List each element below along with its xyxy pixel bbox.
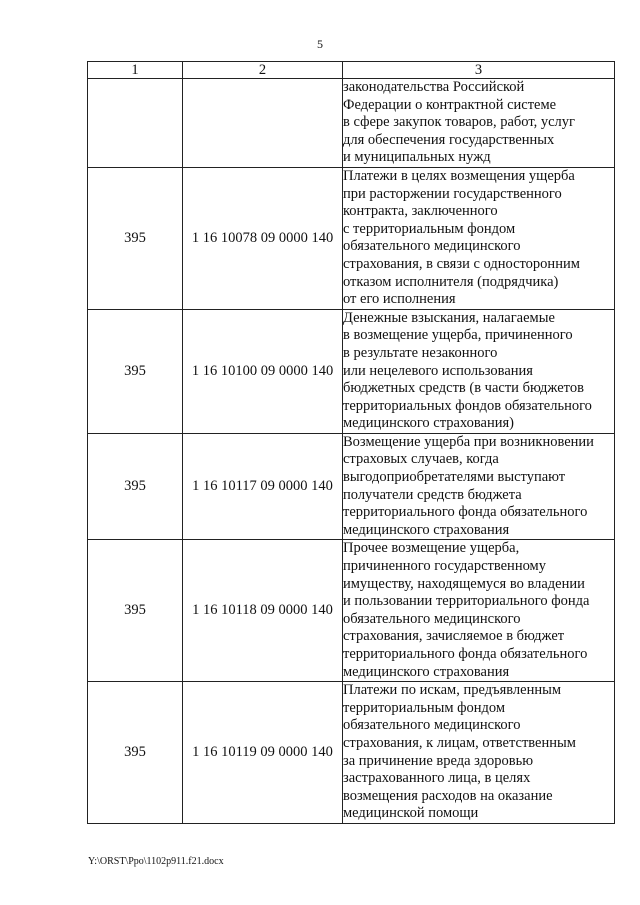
table-row (88, 682, 615, 824)
description-line: возмещения расходов на оказание (343, 787, 553, 804)
description-cell (343, 682, 615, 824)
description-line: за причинение вреда здоровью (343, 752, 534, 769)
description-line: территориальных фондов обязательного (343, 397, 592, 414)
description-line: контракта, заключенного (343, 203, 498, 220)
description-line: или нецелевого использования (343, 362, 533, 379)
description-line: медицинской помощи (343, 805, 479, 822)
kbk-code-cell: 1 16 10078 09 0000 140 (183, 167, 343, 309)
description-line: при расторжении государственного (343, 185, 562, 202)
description-line: отказом исполнителя (подрядчика) (343, 273, 559, 290)
description-line: медицинского страхования (343, 663, 510, 680)
admin-code-cell: 395 (88, 167, 183, 309)
description-line: страхования, к лицам, ответственным (343, 734, 576, 751)
admin-code-cell: 395 (88, 433, 183, 540)
kbk-code-cell: 1 16 10100 09 0000 140 (183, 309, 343, 433)
admin-code-cell: 395 (88, 682, 183, 824)
column-header-3: 3 (343, 62, 615, 79)
description-line: Возмещение ущерба при возникновении (343, 433, 594, 450)
description-line: застрахованного лица, в целях (343, 770, 531, 787)
table-row (88, 540, 615, 682)
description-line: выгодоприобретателями выступают (343, 469, 566, 486)
table-row (88, 167, 615, 309)
description-line: причиненного государственному (343, 558, 546, 575)
description-line: территориального фонда обязательного (343, 504, 588, 521)
description-cell (343, 540, 615, 682)
description-line: медицинского страхования (343, 521, 510, 538)
admin-code-cell: 395 (88, 540, 183, 682)
admin-code-cell (88, 79, 183, 168)
kbk-code-cell: 1 16 10119 09 0000 140 (183, 682, 343, 824)
table-row (88, 433, 615, 540)
description-cell (343, 79, 615, 168)
description-line: и пользовании территориального фонда (343, 593, 590, 610)
description-line: страхования, в связи с односторонним (343, 255, 580, 272)
description-cell (343, 433, 615, 540)
kbk-code-cell (183, 79, 343, 168)
description-line: обязательного медицинского (343, 717, 521, 734)
table-header-row (88, 62, 615, 79)
kbk-code-cell: 1 16 10117 09 0000 140 (183, 433, 343, 540)
description-line: страховых случаев, когда (343, 451, 499, 468)
column-header-2: 2 (183, 62, 343, 79)
description-line: имуществу, находящемуся во владении (343, 575, 585, 592)
description-line: страхования, зачисляемое в бюджет (343, 628, 565, 645)
description-line: в результате незаконного (343, 344, 498, 361)
description-line: медицинского страхования) (343, 415, 514, 432)
footer-file-path: Y:\ORST\Ppo\1102p911.f21.docx (88, 856, 224, 867)
description-line: обязательного медицинского (343, 238, 521, 255)
description-line: получатели средств бюджета (343, 486, 522, 503)
description-line: законодательства Российской (343, 79, 525, 95)
description-line: Платежи по искам, предъявленным (343, 682, 562, 699)
table-row (88, 309, 615, 433)
description-line: Прочее возмещение ущерба, (343, 540, 520, 557)
table-row (88, 79, 615, 168)
description-line: Платежи в целях возмещения ущерба (343, 167, 575, 184)
description-line: для обеспечения государственных (343, 131, 555, 148)
description-cell (343, 167, 615, 309)
description-cell (343, 309, 615, 433)
description-line: бюджетных средств (в части бюджетов (343, 380, 584, 397)
description-line: от его исполнения (343, 291, 456, 308)
admin-code-cell: 395 (88, 309, 183, 433)
description-line: территориального фонда обязательного (343, 646, 588, 662)
description-line: с территориальным фондом (343, 220, 516, 237)
description-line: обязательного медицинского (343, 610, 521, 627)
budget-codes-table (87, 61, 615, 824)
column-header-1: 1 (88, 62, 183, 79)
description-line: территориальным фондом (343, 699, 506, 716)
description-line: в сфере закупок товаров, работ, услуг (343, 114, 575, 131)
page-number: 5 (317, 37, 323, 51)
kbk-code-cell: 1 16 10118 09 0000 140 (183, 540, 343, 682)
description-line: Федерации о контрактной системе (343, 96, 557, 113)
description-line: Денежные взыскания, налагаемые (343, 309, 555, 326)
description-line: в возмещение ущерба, причиненного (343, 327, 573, 344)
description-line: и муниципальных нужд (343, 149, 491, 166)
